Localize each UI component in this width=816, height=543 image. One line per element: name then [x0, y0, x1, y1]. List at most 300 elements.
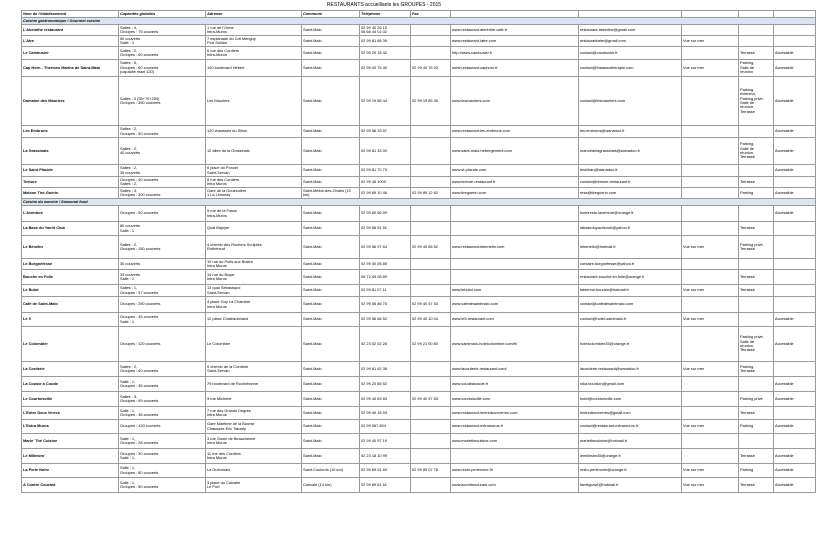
table-cell: Accessible: [774, 478, 816, 493]
table-cell: [451, 449, 579, 464]
table-cell: Groupes : 250 couverts: [119, 297, 206, 313]
table-cell: 02 99 40 85 52: [411, 236, 451, 259]
header-cell: [774, 11, 816, 18]
table-cell: Parking, Salle de réunion, Terrasse: [739, 138, 774, 165]
table-cell: 120 chaussée du Sillon: [206, 126, 302, 138]
table-cell: Accessible: [774, 206, 816, 222]
table-cell: 02 99 81 62 38: [360, 362, 411, 377]
table-cell: [411, 270, 451, 285]
table-cell: contact@restaurant-extramuros.fr: [579, 420, 682, 434]
table-cell: 02 99 80 66 99: [360, 206, 411, 222]
table-cell: Groupes : 30 couverts Salle : 1,: [119, 449, 206, 464]
table-cell: [682, 165, 739, 177]
table-cell: 02 99 81 68 39: [360, 36, 411, 47]
table-cell: [739, 206, 774, 222]
table-cell: Saint-Malo: [302, 297, 360, 313]
table-cell: Les Mauriers: [206, 77, 302, 126]
table-cell: Saint-Malo: [302, 165, 360, 177]
table-cell: 50 couverts Salle : 1: [119, 36, 206, 47]
table-cell: [739, 36, 774, 47]
section-title: Cuisine du marché / Seasonal food: [22, 199, 816, 206]
table-cell: Saint-Malo: [302, 236, 360, 259]
table-cell: [739, 126, 774, 138]
table-row: [22, 188, 816, 199]
table-cell: Salles : 2, 35 couverts: [119, 165, 206, 177]
table-cell: [411, 362, 451, 377]
table-cell: [411, 407, 451, 420]
restaurant-name: Domaine des Mauriers: [22, 77, 119, 126]
table-cell: restaurantatre@gmail.com: [579, 36, 682, 47]
table-cell: Salles : 3 (35+70+250) Groupes : 350 couverts: [119, 77, 206, 126]
table-row: [22, 47, 816, 60]
header-cell: [579, 11, 682, 18]
table-cell: Saint-Malo: [302, 407, 360, 420]
table-cell: 02 99 89 10 46: [360, 188, 411, 199]
table-cell: www.restaurant-latre.com: [451, 36, 579, 47]
table-cell: Saint-Malo: [302, 362, 360, 377]
table-cell: Groupes : 40 couverts Salles : 2,: [119, 177, 206, 188]
table-cell: [411, 285, 451, 297]
table-cell: www.restaurant-lebenetin.com: [451, 236, 579, 259]
table-cell: 02 23 52 02 28: [360, 327, 411, 362]
table-cell: [739, 165, 774, 177]
table-cell: [682, 377, 739, 392]
table-cell: Accessible: [774, 188, 816, 199]
table-cell: Saint-Malo: [302, 177, 360, 188]
table-cell: Saint-Malo: [302, 449, 360, 464]
table-cell: 8 rue des Cordiers Intra Muros: [206, 177, 302, 188]
table-cell: [411, 165, 451, 177]
header-cell: [739, 11, 774, 18]
table-cell: Accessible: [774, 60, 816, 77]
table-cell: Terrasse: [739, 285, 774, 297]
table-cell: [739, 434, 774, 449]
header-cell: Nom de l'établissement: [22, 11, 119, 18]
table-cell: 02 99 89 61 61: [360, 478, 411, 493]
table-cell: [411, 206, 451, 222]
table-cell: Vue sur mer: [682, 60, 739, 77]
table-cell: www.restaurant-extramuros.fr: [451, 420, 579, 434]
table-cell: Salles : 2, Groupes : 50 couverts: [119, 126, 206, 138]
table-cell: www.acontresourant.com: [451, 478, 579, 493]
restaurant-name: Le Millesim': [22, 449, 119, 464]
table-cell: [774, 36, 816, 47]
table-cell: Saint-Malo: [302, 270, 360, 285]
table-cell: Vue sur mer: [682, 478, 739, 493]
table-cell: Le Colombier: [206, 327, 302, 362]
table-cell: 02 99 48 1000: [360, 177, 411, 188]
table-cell: Vue sur mer: [682, 420, 739, 434]
table-cell: 06 72 49 08 89: [360, 270, 411, 285]
table-cell: [774, 25, 816, 36]
table-cell: familypavé@hotmail.fr: [579, 478, 682, 493]
table-cell: Terrasse: [739, 407, 774, 420]
table-cell: [774, 434, 816, 449]
table-cell: www.cafedesaintmalo.com: [451, 297, 579, 313]
section-title: Cuisine gastronomique / Gourmet cuisine: [22, 18, 816, 25]
table-cell: [774, 297, 816, 313]
table-cell: Parking: [739, 188, 774, 199]
table-cell: 02 99 56 66 52: [360, 313, 411, 327]
restaurant-name: Marie' Thé Cuisine: [22, 434, 119, 449]
table-cell: Saint-Malo: [302, 327, 360, 362]
table-cell: [682, 270, 739, 285]
table-row: [22, 420, 816, 434]
table-cell: Saint-Malo: [302, 434, 360, 449]
table-cell: contact@lesmauriers.com: [579, 77, 682, 126]
table-cell: 02 99 56 46 75: [360, 297, 411, 313]
table-row: [22, 222, 816, 236]
table-cell: [682, 77, 739, 126]
table-cell: [451, 270, 579, 285]
table-cell: Accessible: [774, 47, 816, 60]
table-cell: 02 99 81 70 73: [360, 165, 411, 177]
table-cell: Salle : 1, Groupes : 50 couverts: [119, 478, 206, 493]
table-cell: Salles : 2, Groupes : 60 couverts: [119, 47, 206, 60]
table-cell: Accessible: [774, 313, 816, 327]
table-cell: Groupes : 120 couverts: [119, 420, 206, 434]
restaurant-name: Le 5: [22, 313, 119, 327]
table-cell: Cancale (14 km): [302, 478, 360, 493]
table-cell: 02 99 40 57 83: [411, 392, 451, 407]
table-cell: Salle : 1, Groupes : 28 couverts: [119, 434, 206, 449]
table-cell: Parking privé, Terrasse: [739, 236, 774, 259]
table-row: [22, 236, 816, 259]
table-cell: Parking privé: [739, 392, 774, 407]
table-cell: Terrasse: [739, 222, 774, 236]
table-cell: 6 rue des Cordiers Intra-Muros: [206, 47, 302, 60]
restaurant-name: L'Abeinthe restaurant: [22, 25, 119, 36]
table-cell: 30 couverts: [119, 259, 206, 270]
table-cell: Gare de la Gouesnière 1 La Limonay: [206, 188, 302, 199]
table-cell: restaurant.abeinthe@gmail.com: [579, 25, 682, 36]
table-cell: www.restaurant-caphorn.fr: [451, 60, 579, 77]
header-cell: [451, 11, 579, 18]
table-cell: 02 99 40 76 00: [411, 60, 451, 77]
table-cell: Groupes : 50 couverts: [119, 206, 206, 222]
table-cell: Salles : 1, Groupes : 37 couverts: [119, 285, 206, 297]
restaurant-name: Le Colombier: [22, 327, 119, 362]
restaurant-name: Café de Saint-Malo: [22, 297, 119, 313]
table-cell: 3 place du Calvaire Le Port: [206, 478, 302, 493]
table-cell: [739, 259, 774, 270]
table-row: [22, 449, 816, 464]
table-cell: [774, 362, 816, 377]
table-row: [22, 77, 816, 126]
restaurant-name: Cap Horn - Thermes Marins de Saint-Malo: [22, 60, 119, 77]
table-cell: www.lebulot.com: [451, 285, 579, 297]
header-cell: [682, 11, 739, 18]
table-cell: contact@texture-restaurant.fr: [579, 177, 682, 188]
table-cell: Saint-Malo: [302, 313, 360, 327]
table-cell: 12 allée de la Grassinais: [206, 138, 302, 165]
table-cell: Salles : 2, 40 couverts: [119, 138, 206, 165]
table-cell: 7 rue des Grands Degrés Intra Muros: [206, 407, 302, 420]
section-row: [22, 18, 816, 25]
table-cell: [739, 25, 774, 36]
table-cell: Saint-Malo: [302, 420, 360, 434]
table-row: [22, 259, 816, 270]
table-cell: www.lesmauriers.com: [451, 77, 579, 126]
restaurant-name: La Grassinais: [22, 138, 119, 165]
table-cell: 11 rue des Cordiers Intra Muros: [206, 449, 302, 464]
table-cell: [682, 297, 739, 313]
table-cell: Saint-Malo: [302, 259, 360, 270]
table-cell: 02 99 81 07 11: [360, 285, 411, 297]
table-cell: www.restaurant-les-embruns.com: [451, 126, 579, 138]
table-cell: Accessible: [774, 126, 816, 138]
table-cell: 9 rue Michelet: [206, 392, 302, 407]
table-cell: Accessible: [774, 77, 816, 126]
table-cell: 02 99 56 97 64: [360, 236, 411, 259]
table-cell: Terrasse: [739, 449, 774, 464]
table-cell: Vue sur mer: [682, 313, 739, 327]
table-cell: 7 esplanade du Cdt Menguy Port Solidor: [206, 36, 302, 47]
table-cell: 33 couverts Salle : 1: [119, 270, 206, 285]
table-cell: [411, 126, 451, 138]
table-cell: Saint-Malo: [302, 25, 360, 36]
table-cell: [411, 47, 451, 60]
table-cell: Salles : 2, Groupes : 150 couverts: [119, 236, 206, 259]
table-cell: Saint-Malo: [302, 36, 360, 47]
table-cell: [774, 236, 816, 259]
table-cell: www.st-placide.com: [451, 165, 579, 177]
table-cell: 1 rue de l'Orme Intra-Muros: [206, 25, 302, 36]
table-cell: lacorderie.restaurant@wanadoo.fr: [579, 362, 682, 377]
table-cell: [774, 407, 816, 420]
restaurant-name: La Base du Yacht Club: [22, 222, 119, 236]
table-cell: 12 place Chateaubriand: [206, 313, 302, 327]
table-cell: 4 chemin des Rochers Sculptés Rothéneuf: [206, 236, 302, 259]
table-cell: www.resto-perlenoire.fr/: [451, 464, 579, 478]
restaurant-name: La Cousie à Coude: [22, 377, 119, 392]
table-cell: Accessible: [774, 392, 816, 407]
table-cell: hotel@courtoisville.com: [579, 392, 682, 407]
table-cell: 13 quai Sébastopol Saint-Servan: [206, 285, 302, 297]
table-cell: www.saint-malo-hebergement.com: [451, 138, 579, 165]
table-cell: Saint-Malo: [302, 126, 360, 138]
table-cell: Accessible: [774, 377, 816, 392]
table-row: [22, 36, 816, 47]
table-cell: [774, 259, 816, 270]
table-cell: 02 99 40 05 85: [360, 259, 411, 270]
table-cell: Terrasse: [739, 47, 774, 60]
table-cell: [411, 449, 451, 464]
table-cell: lesbihan@wanadoo.fr: [579, 165, 682, 177]
table-cell: Vue sur mer: [682, 285, 739, 297]
table-cell: 02 99 40 75 40: [360, 60, 411, 77]
table-cell: [774, 285, 816, 297]
table-cell: Salles : 3, Groupes : 99 couverts: [119, 392, 206, 407]
table-cell: 02 99 40 97 19: [360, 434, 411, 449]
table-cell: www.restaurant-abeinthe-cafe.fr: [451, 25, 579, 36]
table-row: [22, 60, 816, 77]
table-row: [22, 377, 816, 392]
table-cell: www.tireguerin.com: [451, 188, 579, 199]
table-cell: Saint-Malo: [302, 392, 360, 407]
table-cell: 6 place du Poncel Saint-Servan: [206, 165, 302, 177]
table-row: [22, 25, 816, 36]
restaurants-table: [21, 10, 816, 493]
table-cell: [682, 327, 739, 362]
table-cell: 79 boulevard de Rochebonne: [206, 377, 302, 392]
table-cell: [682, 206, 739, 222]
table-cell: [682, 259, 739, 270]
table-cell: Accessible: [774, 449, 816, 464]
table-cell: 100 boulevard Hébert: [206, 60, 302, 77]
table-cell: 02 99 40 18 93: [360, 407, 411, 420]
table-cell: [774, 222, 816, 236]
table-cell: [682, 25, 739, 36]
table-cell: nika.bourdon@gmail.com: [579, 377, 682, 392]
table-cell: 02 99 81 33 00: [360, 138, 411, 165]
table-cell: [411, 177, 451, 188]
restaurant-name: L'Entre Deux Verres: [22, 407, 119, 420]
table-cell: www.coudeacoude.fr: [451, 377, 579, 392]
table-cell: 02 99 40 83 83: [360, 392, 411, 407]
table-cell: Parking extérieur, Parking privé, Salle de réunion, Terrasse: [739, 77, 774, 126]
table-row: [22, 313, 816, 327]
table-cell: [411, 434, 451, 449]
table-cell: 10 rue du Puits aux Braies Intra Muros: [206, 259, 302, 270]
table-cell: [774, 270, 816, 285]
restaurant-name: L'Atre: [22, 36, 119, 47]
table-cell: 02 99 567 654: [360, 420, 411, 434]
table-row: [22, 138, 816, 165]
table-cell: Parking: [739, 420, 774, 434]
header-cell: Fax: [411, 11, 451, 18]
table-cell: [411, 138, 451, 165]
table-cell: [682, 47, 739, 60]
table-cell: Parking: [739, 464, 774, 478]
table-cell: contact@thalassotherapie.com: [579, 60, 682, 77]
table-cell: resto-perlenoire@orange.fr: [579, 464, 682, 478]
table-cell: Salles : 3, Groupes : 300 couverts: [119, 188, 206, 199]
table-cell: 02 99 56 33 57: [360, 126, 411, 138]
table-cell: hotelresto.laventure@orange.fr: [579, 206, 682, 222]
table-cell: Saint-Malo: [302, 77, 360, 126]
restaurant-name: Le Bénétin: [22, 236, 119, 259]
table-cell: [682, 138, 739, 165]
table-cell: mariethecuisine@hotmail.fr: [579, 434, 682, 449]
table-cell: Accessible: [774, 420, 816, 434]
table-cell: www.lacorderie-restaurant.com/: [451, 362, 579, 377]
table-row: [22, 392, 816, 407]
table-row: [22, 407, 816, 420]
table-cell: contact@cambusier.fr: [579, 47, 682, 60]
restaurant-name: Le Courtoisville: [22, 392, 119, 407]
restaurant-name: Le Bulot: [22, 285, 119, 297]
table-cell: Quai Bajoyer: [206, 222, 302, 236]
table-cell: [682, 126, 739, 138]
table-cell: Parking, Terrasse: [739, 362, 774, 377]
table-cell: Saint-Malo: [302, 377, 360, 392]
table-row: [22, 165, 816, 177]
table-row: [22, 478, 816, 493]
table-cell: Groupes : 120 couverts: [119, 327, 206, 362]
table-cell: Saint-Coulomb (10 km): [302, 464, 360, 478]
table-cell: Salle : 1, Groupes : 35 couverts: [119, 377, 206, 392]
table-cell: www.restaurant-lentredeuxverres.com: [451, 407, 579, 420]
table-cell: Saint-Malo: [302, 138, 360, 165]
table-cell: 3 rue Gouin de Beauchesne Intra Muros: [206, 434, 302, 449]
table-cell: Groupes : 45 couverts Salle : 1: [119, 313, 206, 327]
header-cell: Adresse: [206, 11, 302, 18]
table-cell: Parking privé, Salle de réunion, Terrasse: [739, 327, 774, 362]
restaurant-name: A Contre Courant: [22, 478, 119, 493]
table-cell: [451, 259, 579, 270]
restaurant-name: Texture: [22, 177, 119, 188]
table-row: [22, 362, 816, 377]
table-cell: les-embruns@wanadoo.fr: [579, 126, 682, 138]
table-cell: [682, 188, 739, 199]
table-row: [22, 434, 816, 449]
table-cell: contact@hotel-saintmalo.fr: [579, 313, 682, 327]
table-cell: corsaire.borgnefesse@yahoo.fr: [579, 259, 682, 270]
table-cell: Vue sur mer: [682, 36, 739, 47]
table-cell: www.texture-restaurant.fr: [451, 177, 579, 188]
table-cell: fabienne.bourain@hotmail.fr: [579, 285, 682, 297]
table-row: [22, 126, 816, 138]
table-cell: [411, 36, 451, 47]
header-cell: Commune: [302, 11, 360, 18]
table-cell: Gare Maritime de la Bourse Chaussée Eric Tabarly: [206, 420, 302, 434]
table-cell: 02 99 19 85 44: [360, 77, 411, 126]
table-cell: Salles : 2, Groupes : 40 couverts: [119, 362, 206, 377]
table-cell: [774, 177, 816, 188]
table-cell: 02 99 20 18 42: [360, 47, 411, 60]
table-cell: 02 99 89 07 78: [411, 464, 451, 478]
table-cell: Salles : 4, Groupes : 75 couverts: [119, 25, 206, 36]
header-cell: Capacités globales: [119, 11, 206, 18]
table-cell: [739, 377, 774, 392]
table-cell: www.mariethecuisine.com: [451, 434, 579, 449]
restaurant-name: L'Aventure: [22, 206, 119, 222]
restaurant-name: La Perle Noire: [22, 464, 119, 478]
table-cell: Vue sur mer: [682, 362, 739, 377]
table-cell: 02 99 21 00 80: [411, 327, 451, 362]
table-cell: 80 couverts Salle : 1: [119, 222, 206, 236]
table-row: [22, 285, 816, 297]
restaurant-name: Maison Tiré-Guérin: [22, 188, 119, 199]
table-cell: Saint-Malo: [302, 60, 360, 77]
table-cell: [682, 177, 739, 188]
restaurant-name: La Corderie: [22, 362, 119, 377]
table-cell: Saint-Malo: [302, 47, 360, 60]
table-cell: 9 chemin de la Corderie Saint-Servan: [206, 362, 302, 377]
table-cell: Parking, Salle de réunion: [739, 60, 774, 77]
table-cell: 02 99 56 51 51: [360, 222, 411, 236]
table-cell: Saint-Méloir-des-Ondes (10 km): [302, 188, 360, 199]
table-cell: [739, 297, 774, 313]
table-row: [22, 327, 816, 362]
table-cell: [411, 478, 451, 493]
table-cell: www.le5-restaurant.com: [451, 313, 579, 327]
table-cell: 9 rue de la Fosse Intra-Muros: [206, 206, 302, 222]
table-cell: Accessible: [774, 138, 816, 165]
table-cell: [411, 420, 451, 434]
table-cell: [682, 222, 739, 236]
restaurant-name: L'Estra Muros: [22, 420, 119, 434]
table-cell: 02 99 40 57 53: [411, 297, 451, 313]
table-cell: 02 99 19 85 45: [411, 77, 451, 126]
table-cell: lemillesim35@orange.fr: [579, 449, 682, 464]
table-cell: lentredeuxverres@gmail.com: [579, 407, 682, 420]
restaurant-name: Le Cambusier: [22, 47, 119, 60]
table-row: [22, 177, 816, 188]
restaurant-name: Les Embruns: [22, 126, 119, 138]
table-cell: restaurant.bouche.en.folie@orange.fr: [579, 270, 682, 285]
